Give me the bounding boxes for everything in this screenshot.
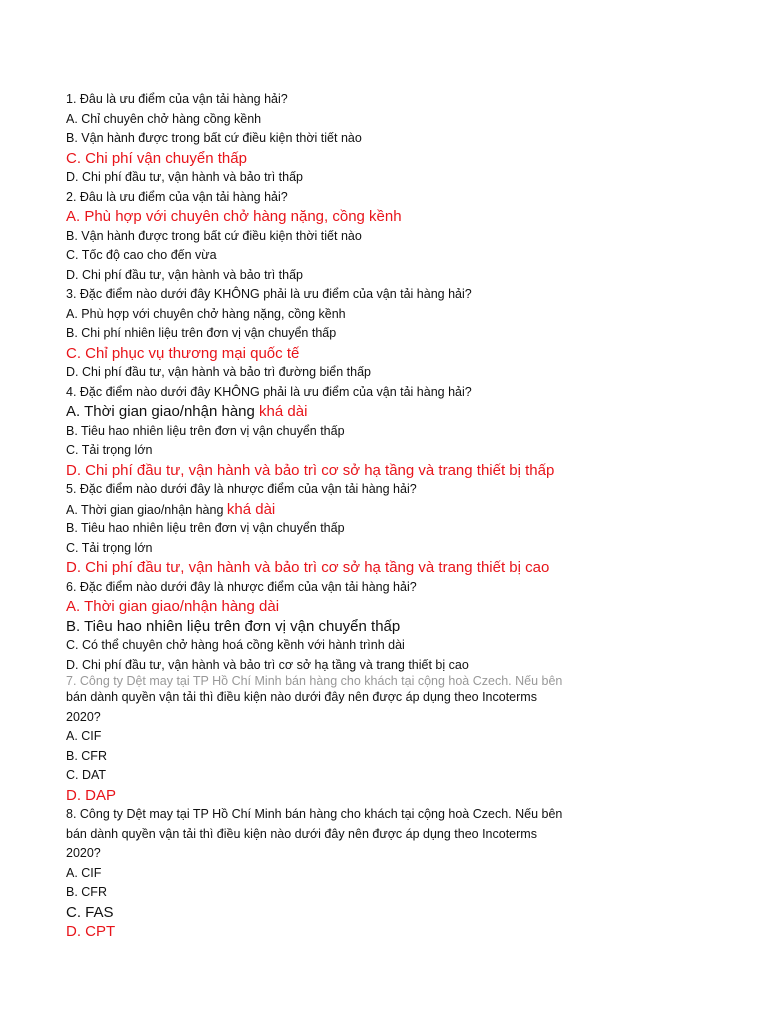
q6-option-d: D. Chi phí đầu tư, vận hành và bảo trì cơ sở hạ tầng và trang thiết bị cao [66, 657, 469, 672]
q5-option-a [66, 500, 706, 520]
document-body [66, 90, 706, 940]
q5-option-d-answer: D. Chi phí đầu tư, vận hành và bảo trì cơ sở hạ tầng và trang thiết bị cao [66, 559, 550, 576]
q4-option-c: C. Tải trọng lớn [66, 443, 153, 457]
question-2: 2. Đâu là ưu điểm của vận tải hàng hải? [66, 189, 288, 204]
q5-option-a-text: A. Thời gian giao/nhận hàng [66, 502, 227, 517]
q7-option-a: A. CIF [66, 729, 102, 743]
question-7-clipped-line: 7. Công ty Dệt may tại TP Hồ Chí Minh bán hàng cho khách tại cộng hoà Czech. Nếu bên [66, 674, 563, 688]
question-6: 6. Đặc điểm nào dưới đây là nhược điểm của vận tải hàng hải? [66, 579, 417, 594]
question-8-line-3: 2020? [66, 846, 101, 860]
question-1: 1. Đâu là ưu điểm của vận tải hàng hải? [66, 92, 288, 106]
q4-option-a-highlight: khá dài [259, 403, 308, 420]
q1-option-b: B. Vận hành được trong bất cứ điều kiện thời tiết nào [66, 131, 362, 145]
q8-option-c: C. FAS [66, 903, 114, 921]
q8-option-d-answer: D. CPT [66, 923, 116, 940]
q7-option-d-answer: D. DAP [66, 786, 117, 804]
q8-option-a: A. CIF [66, 865, 102, 880]
q4-option-d-answer: D. Chi phí đầu tư, vận hành và bảo trì cơ sở hạ tầng và trang thiết bị thấp [66, 461, 555, 479]
question-8-line-2: bán dành quyền vận tải thì điều kiện nào dưới đây nên được áp dụng theo Incoterms [66, 826, 537, 841]
question-7-line-3: 2020? [66, 709, 101, 724]
q4-option-a-text: A. Thời gian giao/nhận hàng [66, 403, 260, 420]
q3-option-b: B. Chi phí nhiên liệu trên đơn vị vận chuyển thấp [66, 326, 337, 340]
question-3: 3. Đặc điểm nào dưới đây KHÔNG phải là ưu điểm của vận tải hàng hải? [66, 287, 472, 301]
q8-option-b: B. CFR [66, 885, 107, 899]
q1-option-d: D. Chi phí đầu tư, vận hành và bảo trì thấp [66, 170, 303, 184]
question-8-line-1: 8. Công ty Dệt may tại TP Hồ Chí Minh bán hàng cho khách tại cộng hoà Czech. Nếu bên [66, 807, 563, 821]
question-7-line-2: bán dành quyền vận tải thì điều kiện nào dưới đây nên được áp dụng theo Incoterms [66, 690, 537, 704]
q3-option-d: D. Chi phí đầu tư, vận hành và bảo trì đường biển thấp [66, 365, 371, 379]
q7-option-b: B. CFR [66, 748, 107, 763]
q3-option-c-answer: C. Chỉ phục vụ thương mại quốc tế [66, 344, 300, 362]
q5-option-c: C. Tải trọng lớn [66, 540, 153, 555]
q6-option-a-answer: A. Thời gian giao/nhận hàng dài [66, 598, 280, 615]
q2-option-c: C. Tốc độ cao cho đến vừa [66, 248, 217, 262]
lower-section [66, 688, 626, 942]
q6-option-c: C. Có thể chuyên chở hàng hoá cồng kềnh với hành trình dài [66, 638, 405, 652]
q2-option-b: B. Vận hành được trong bất cứ điều kiện thời tiết nào [66, 228, 362, 243]
question-4: 4. Đặc điểm nào dưới đây KHÔNG phải là ưu điểm của vận tải hàng hải? [66, 384, 472, 399]
q1-option-c-answer: C. Chi phí vận chuyển thấp [66, 149, 247, 167]
q4-option-a [66, 402, 706, 422]
q1-option-a: A. Chỉ chuyên chở hàng cồng kềnh [66, 111, 262, 126]
q7-option-c: C. DAT [66, 768, 107, 782]
q2-option-a-answer: A. Phù hợp với chuyên chở hàng nặng, cồng kềnh [66, 208, 402, 225]
q5-option-a-highlight: khá dài [226, 500, 276, 518]
q6-option-b: B. Tiêu hao nhiên liệu trên đơn vị vận chuyển thấp [66, 617, 401, 635]
question-5: 5. Đặc điểm nào dưới đây là nhược điểm của vận tải hàng hải? [66, 482, 417, 496]
q5-option-b: B. Tiêu hao nhiên liệu trên đơn vị vận chuyển thấp [66, 521, 345, 535]
q2-option-d: D. Chi phí đầu tư, vận hành và bảo trì thấp [66, 267, 303, 282]
q4-option-b: B. Tiêu hao nhiên liệu trên đơn vị vận chuyển thấp [66, 423, 345, 438]
q3-option-a: A. Phù hợp với chuyên chở hàng nặng, cồng kềnh [66, 306, 346, 321]
